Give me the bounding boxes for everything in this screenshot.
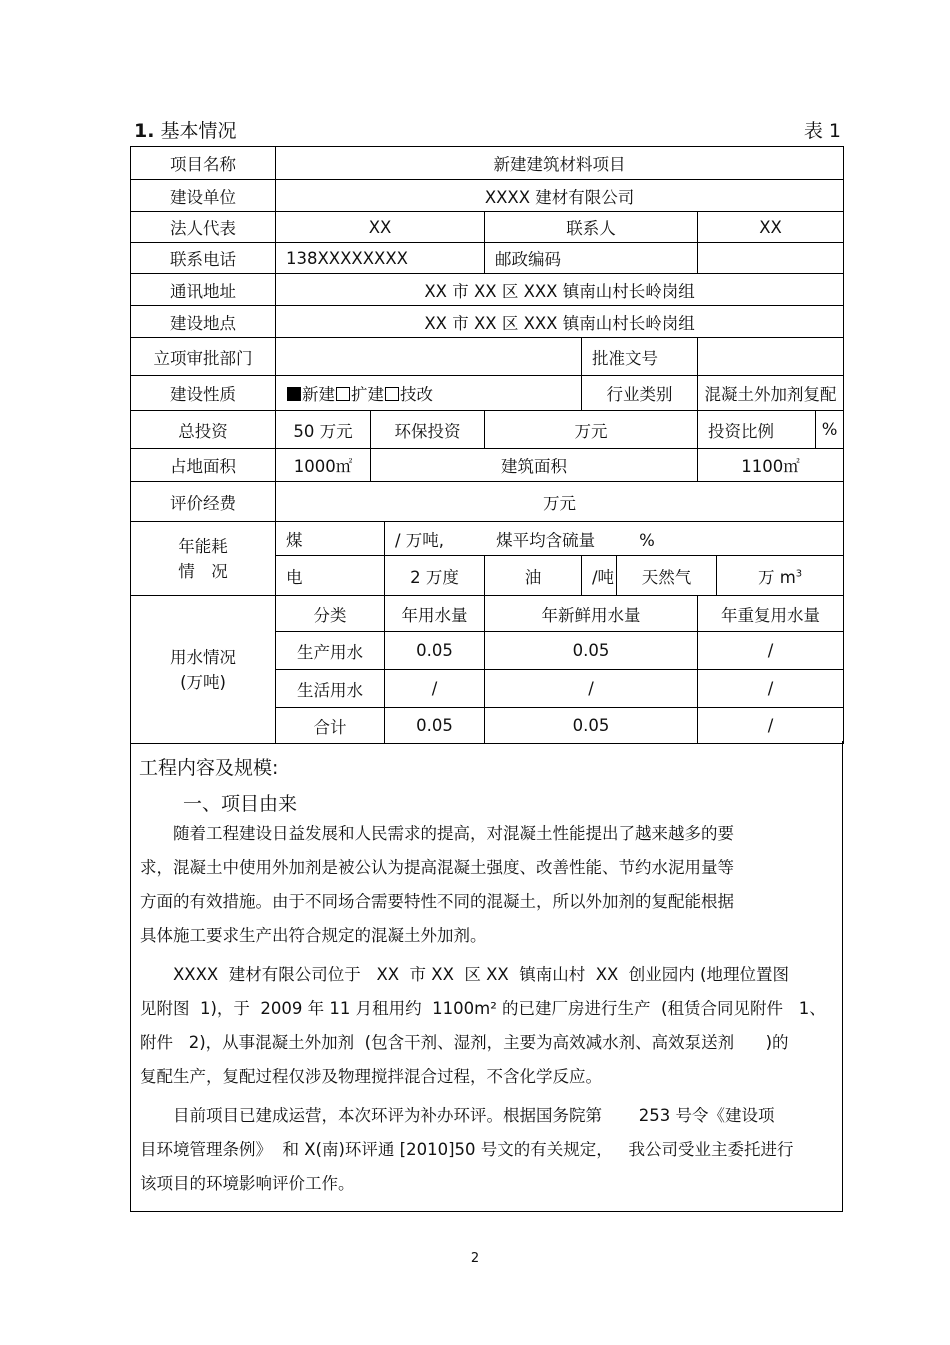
gas-value: 万 m [757, 567, 796, 587]
nature-options [276, 376, 582, 411]
water-cell: / [698, 632, 844, 670]
water-cell: 合计 [276, 708, 385, 744]
water-label [131, 596, 276, 744]
project-name-value: 新建建筑材料项目 [276, 147, 844, 180]
paragraph-line: 方面的有效措施。由于不同场合需要特性不同的混凝土，所以外加剂的复配能根据 [140, 892, 734, 911]
nature-opt-new: 新建 [302, 385, 335, 404]
paragraph-line: 附件 2)，从事混凝土外加剂 (包含干剂、湿剂，主要为高效减水剂、高效泵送剂 )的 [140, 1033, 789, 1052]
content-subtitle: 一、项目由来 [183, 793, 298, 815]
sulfur-unit: % [639, 530, 655, 550]
water-cell: / [698, 708, 844, 744]
approval-dept-label: 立项审批部门 [131, 338, 276, 376]
water-cell: 生活用水 [276, 670, 385, 708]
water-header-cell: 年重复用水量 [698, 596, 844, 632]
contact-label: 联系人 [485, 212, 698, 243]
paragraph-line: 见附图 1)，于 2009 年 11 月租用约 1100m² 的已建厂房进行生产 (租赁合同见附件 1、 [140, 999, 826, 1018]
water-cell: 生产用水 [276, 632, 385, 670]
content-title: 工程内容及规模: [139, 757, 279, 779]
oil-value: /吨 [582, 556, 617, 596]
water-label-line2: (万吨) [180, 672, 226, 692]
approval-doc-value [698, 338, 844, 376]
water-header-cell: 分类 [276, 596, 385, 632]
water-cell: 0.05 [485, 708, 698, 744]
coal-label: 煤 [276, 522, 385, 556]
section-title: 基本情况 [160, 120, 237, 142]
gas-value-cell [717, 556, 844, 596]
paragraph-line: XXXX 建材有限公司位于 XX 市 XX 区 XX 镇南山村 XX 创业园内 (地理位置图 [140, 965, 789, 984]
postcode-label: 邮政编码 [485, 243, 698, 274]
builder-label: 建设单位 [131, 180, 276, 212]
paragraph-background [140, 817, 840, 953]
basic-info-table [130, 146, 844, 744]
address-label: 通讯地址 [131, 274, 276, 306]
water-cell: / [698, 670, 844, 708]
nature-opt-tech: 技改 [400, 385, 433, 404]
water-label-line1: 用水情况 [170, 647, 236, 667]
industry-label: 行业类别 [582, 376, 698, 411]
approval-dept-value [276, 338, 582, 376]
eval-fee-label: 评价经费 [131, 482, 276, 522]
ratio-label: 投资比例 [698, 411, 816, 449]
sulfur-label: 煤平均含硫量 [496, 530, 596, 550]
water-cell: 0.05 [385, 708, 485, 744]
paragraph-line: 求，混凝土中使用外加剂是被公认为提高混凝土强度、改善性能、节约水泥用量等 [140, 858, 734, 877]
legal-rep-value: XX [276, 212, 485, 243]
energy-label-line2: 情 况 [178, 561, 228, 581]
phone-value: 138XXXXXXXX [276, 243, 485, 274]
water-header-cell: 年新鲜用水量 [485, 596, 698, 632]
env-investment-value: 万元 [485, 411, 698, 449]
paragraph-line: 该项目的环境影响评价工作。 [140, 1174, 355, 1193]
water-cell: / [385, 670, 485, 708]
contact-value: XX [698, 212, 844, 243]
water-cell: 0.05 [485, 632, 698, 670]
water-cell: 0.05 [385, 632, 485, 670]
gas-value-sup: 3 [795, 568, 803, 579]
paragraph-line: 随着工程建设日益发展和人民需求的提高，对混凝土性能提出了越来越多的要 [140, 824, 734, 843]
coal-row [385, 522, 844, 556]
checkbox-empty-icon [385, 387, 399, 401]
nature-opt-expand: 扩建 [351, 385, 384, 404]
builder-value: XXXX 建材有限公司 [276, 180, 844, 212]
land-area-value: 1000㎡ [276, 449, 371, 482]
eval-fee-value: 万元 [276, 482, 844, 522]
phone-label: 联系电话 [131, 243, 276, 274]
env-investment-label: 环保投资 [371, 411, 485, 449]
table-label: 表 1 [803, 120, 841, 142]
project-content-box [130, 741, 843, 1212]
approval-doc-label: 批准文号 [582, 338, 698, 376]
building-area-value: 1100㎡ [698, 449, 844, 482]
project-name-label: 项目名称 [131, 147, 276, 180]
electricity-value: 2 万度 [385, 556, 485, 596]
page-header [134, 118, 841, 144]
oil-label: 油 [485, 556, 582, 596]
paragraph-status [140, 1099, 840, 1201]
checkbox-checked-icon [287, 387, 301, 401]
energy-label [131, 522, 276, 596]
section-heading [134, 118, 237, 144]
land-area-label: 占地面积 [131, 449, 276, 482]
address-value: XX 市 XX 区 XXX 镇南山村长岭岗组 [276, 274, 844, 306]
energy-label-line1: 年能耗 [178, 536, 228, 556]
paragraph-line: 具体施工要求生产出符合规定的混凝土外加剂。 [140, 926, 487, 945]
nature-label: 建设性质 [131, 376, 276, 411]
checkbox-empty-icon [336, 387, 350, 401]
page-number: 2 [470, 1251, 480, 1266]
coal-value: / 万吨, [395, 530, 445, 550]
postcode-value [698, 243, 844, 274]
section-number: 1. [134, 120, 155, 142]
gas-label: 天然气 [617, 556, 717, 596]
paragraph-line: 目前项目已建成运营，本次环评为补办环评。根据国务院第 253 号令《建设项 [140, 1106, 775, 1125]
paragraph-company [140, 958, 840, 1094]
industry-value: 混凝土外加剂复配 [698, 376, 844, 411]
investment-label: 总投资 [131, 411, 276, 449]
paragraph-line: 目环境管理条例》 和 X(南)环评通 [2010]50 号文的有关规定， 我公司受业主委托进行 [140, 1140, 794, 1159]
investment-value: 50 万元 [276, 411, 371, 449]
site-value: XX 市 XX 区 XXX 镇南山村长岭岗组 [276, 306, 844, 338]
electricity-label: 电 [276, 556, 385, 596]
paragraph-line: 复配生产，复配过程仅涉及物理搅拌混合过程，不含化学反应。 [140, 1067, 602, 1086]
site-label: 建设地点 [131, 306, 276, 338]
water-cell: / [485, 670, 698, 708]
legal-rep-label: 法人代表 [131, 212, 276, 243]
building-area-label: 建筑面积 [371, 449, 698, 482]
ratio-value: % [816, 411, 844, 449]
water-header-cell: 年用水量 [385, 596, 485, 632]
